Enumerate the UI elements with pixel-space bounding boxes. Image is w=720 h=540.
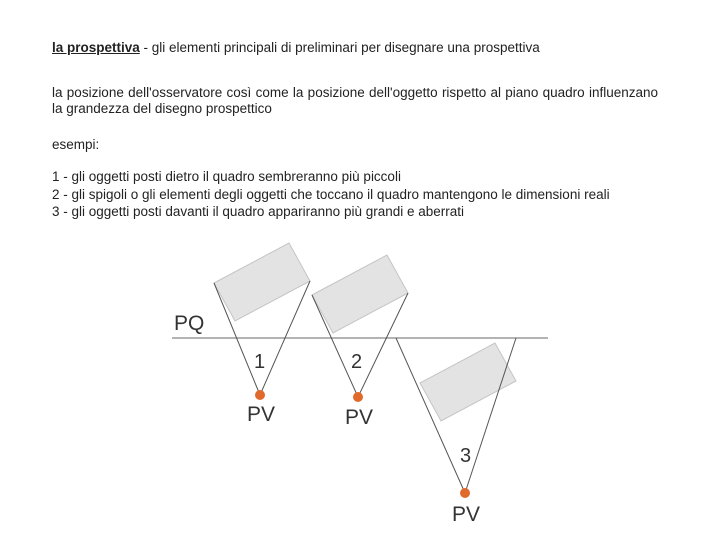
- example-item-3: 3 - gli oggetti posti davanti il quadro appariranno più grandi e aberrati: [52, 204, 465, 219]
- viewpoint-label-2: PV: [345, 406, 374, 429]
- examples-heading: esempi:: [52, 137, 100, 152]
- title-keyword: la prospettiva: [52, 40, 140, 55]
- intro-paragraph: la posizione dell'osservatore così come la posizione dell'oggetto rispetto al piano quadro influenzano la grandezza del disegno prospettico: [52, 85, 658, 116]
- viewpoint-marker-3: [460, 488, 470, 498]
- viewpoint-number-2: 2: [351, 351, 363, 373]
- viewpoint-number-1: 1: [254, 351, 266, 373]
- example-item-2: 2 - gli spigoli o gli elementi degli oggetti che toccano il quadro mantengono le dimensioni reali: [52, 186, 610, 202]
- viewpoint-marker-1: [255, 390, 265, 400]
- view-ray-3-left: [396, 338, 465, 493]
- viewpoint-label-3: PV: [452, 503, 481, 526]
- object-rectangle-1: [214, 243, 310, 321]
- object-rectangle-2: [312, 255, 408, 333]
- viewpoint-marker-2: [353, 392, 363, 402]
- viewpoint-number-3: 3: [460, 445, 472, 467]
- viewpoint-label-1: PV: [247, 403, 276, 426]
- example-item-1: 1 - gli oggetti posti dietro il quadro sembreranno più piccoli: [52, 169, 401, 184]
- picture-plane-label: PQ: [174, 312, 205, 335]
- title-rest: - gli elementi principali di preliminari per disegnare una prospettiva: [139, 40, 540, 55]
